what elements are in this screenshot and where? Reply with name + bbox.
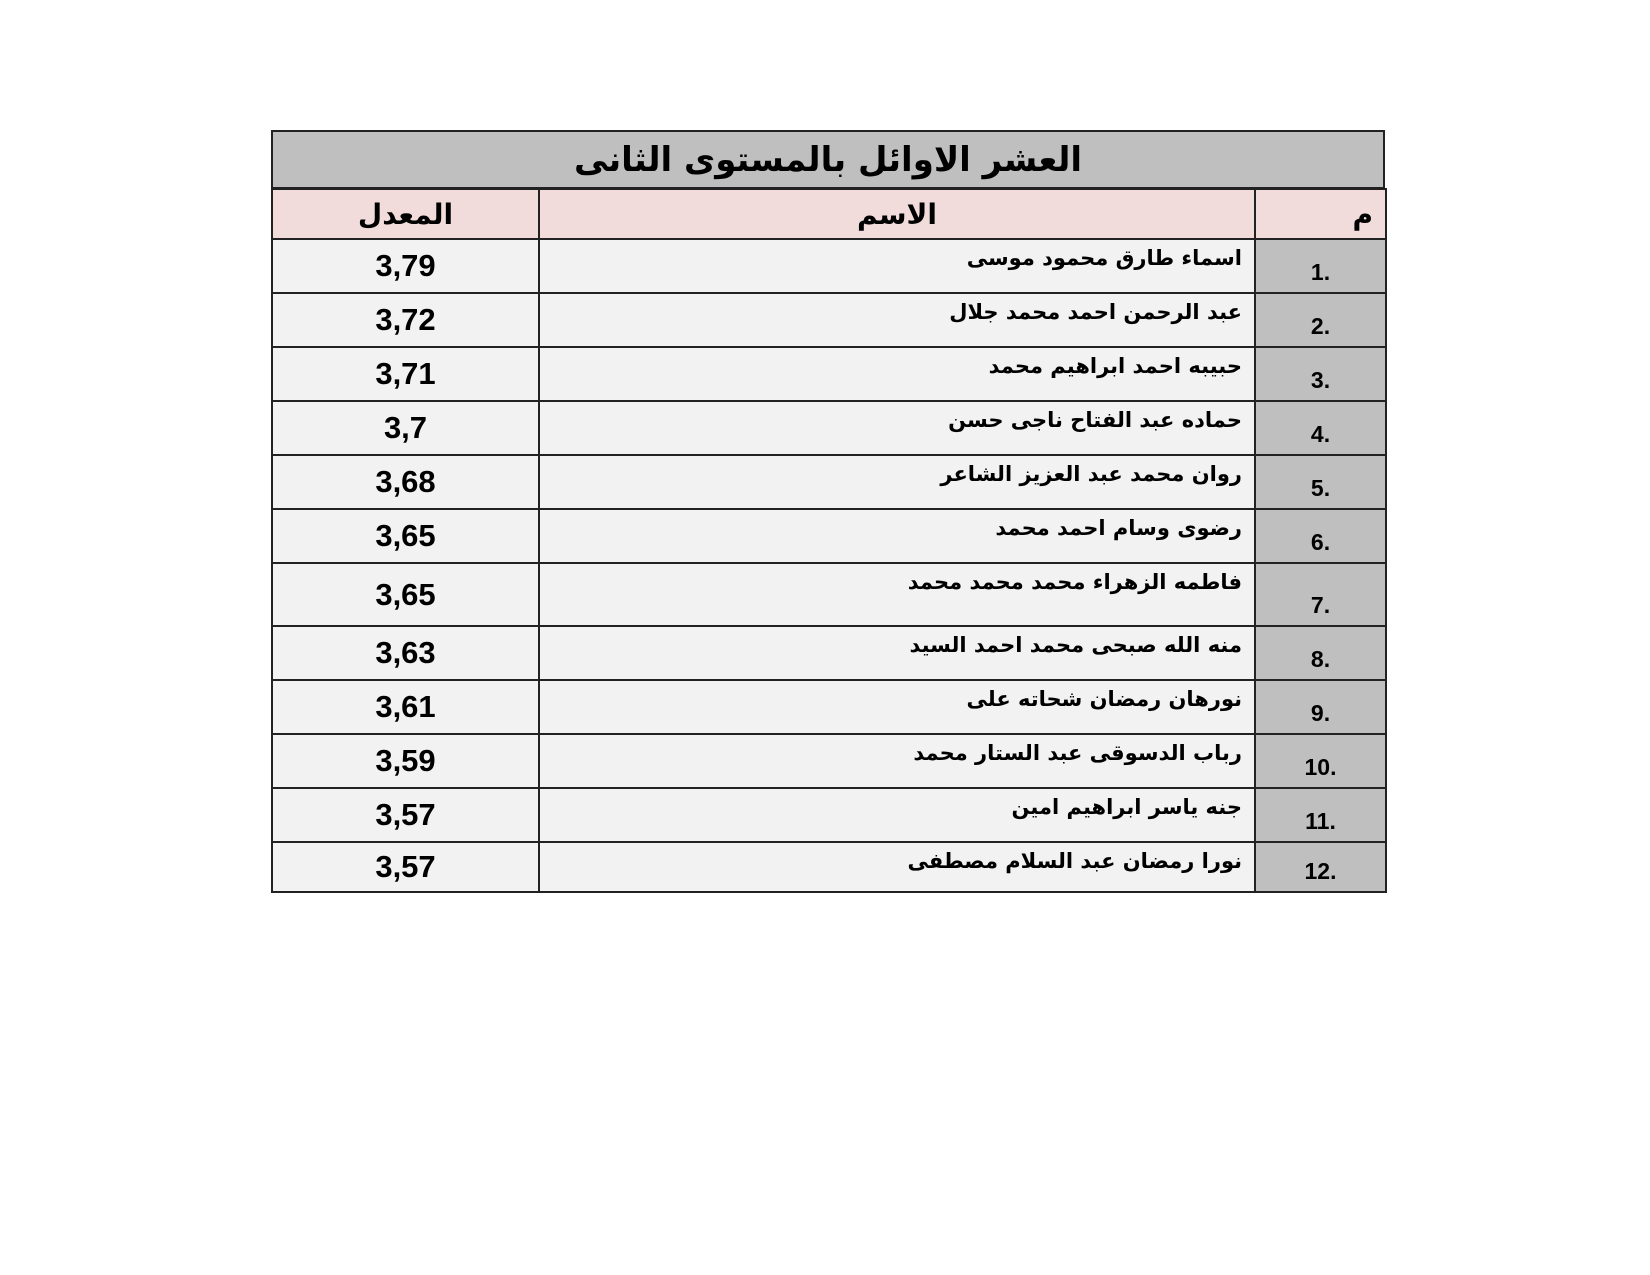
- name-cell: اسماء طارق محمود موسى: [539, 239, 1255, 293]
- index-cell: 8.: [1255, 626, 1386, 680]
- header-index: م: [1255, 189, 1386, 239]
- table-row: [272, 788, 1386, 842]
- average-cell: 3,63: [272, 626, 539, 680]
- page-title: العشر الاوائل بالمستوى الثانى: [271, 130, 1385, 188]
- average-cell: 3,68: [272, 455, 539, 509]
- table-row: [272, 563, 1386, 626]
- honor-list-sheet: [271, 130, 1385, 893]
- name-cell: حماده عبد الفتاح ناجى حسن: [539, 401, 1255, 455]
- table-row: [272, 734, 1386, 788]
- table-row: [272, 239, 1386, 293]
- average-cell: 3,71: [272, 347, 539, 401]
- table-row: [272, 842, 1386, 892]
- average-cell: 3,65: [272, 563, 539, 626]
- name-cell: روان محمد عبد العزيز الشاعر: [539, 455, 1255, 509]
- name-cell: منه الله صبحى محمد احمد السيد: [539, 626, 1255, 680]
- index-cell: 3.: [1255, 347, 1386, 401]
- index-cell: 9.: [1255, 680, 1386, 734]
- index-cell: 10.: [1255, 734, 1386, 788]
- index-cell: 1.: [1255, 239, 1386, 293]
- average-cell: 3,57: [272, 842, 539, 892]
- name-cell: نورا رمضان عبد السلام مصطفى: [539, 842, 1255, 892]
- name-cell: رضوى وسام احمد محمد: [539, 509, 1255, 563]
- header-name: الاسم: [539, 189, 1255, 239]
- index-cell: 12.: [1255, 842, 1386, 892]
- name-cell: رباب الدسوقى عبد الستار محمد: [539, 734, 1255, 788]
- table-row: [272, 626, 1386, 680]
- table-row: [272, 455, 1386, 509]
- average-cell: 3,59: [272, 734, 539, 788]
- average-cell: 3,7: [272, 401, 539, 455]
- name-cell: حبيبه احمد ابراهيم محمد: [539, 347, 1255, 401]
- index-cell: 6.: [1255, 509, 1386, 563]
- index-cell: 4.: [1255, 401, 1386, 455]
- table-row: [272, 347, 1386, 401]
- name-cell: فاطمه الزهراء محمد محمد محمد: [539, 563, 1255, 626]
- average-cell: 3,79: [272, 239, 539, 293]
- table-row: [272, 509, 1386, 563]
- index-cell: 5.: [1255, 455, 1386, 509]
- name-cell: عبد الرحمن احمد محمد جلال: [539, 293, 1255, 347]
- average-cell: 3,61: [272, 680, 539, 734]
- index-cell: 7.: [1255, 563, 1386, 626]
- average-cell: 3,65: [272, 509, 539, 563]
- index-cell: 11.: [1255, 788, 1386, 842]
- name-cell: نورهان رمضان شحاته على: [539, 680, 1255, 734]
- name-cell: جنه ياسر ابراهيم امين: [539, 788, 1255, 842]
- index-cell: 2.: [1255, 293, 1386, 347]
- header-average: المعدل: [272, 189, 539, 239]
- students-table: [271, 188, 1387, 893]
- table-row: [272, 293, 1386, 347]
- table-header-row: [272, 189, 1386, 239]
- average-cell: 3,72: [272, 293, 539, 347]
- average-cell: 3,57: [272, 788, 539, 842]
- table-row: [272, 680, 1386, 734]
- table-row: [272, 401, 1386, 455]
